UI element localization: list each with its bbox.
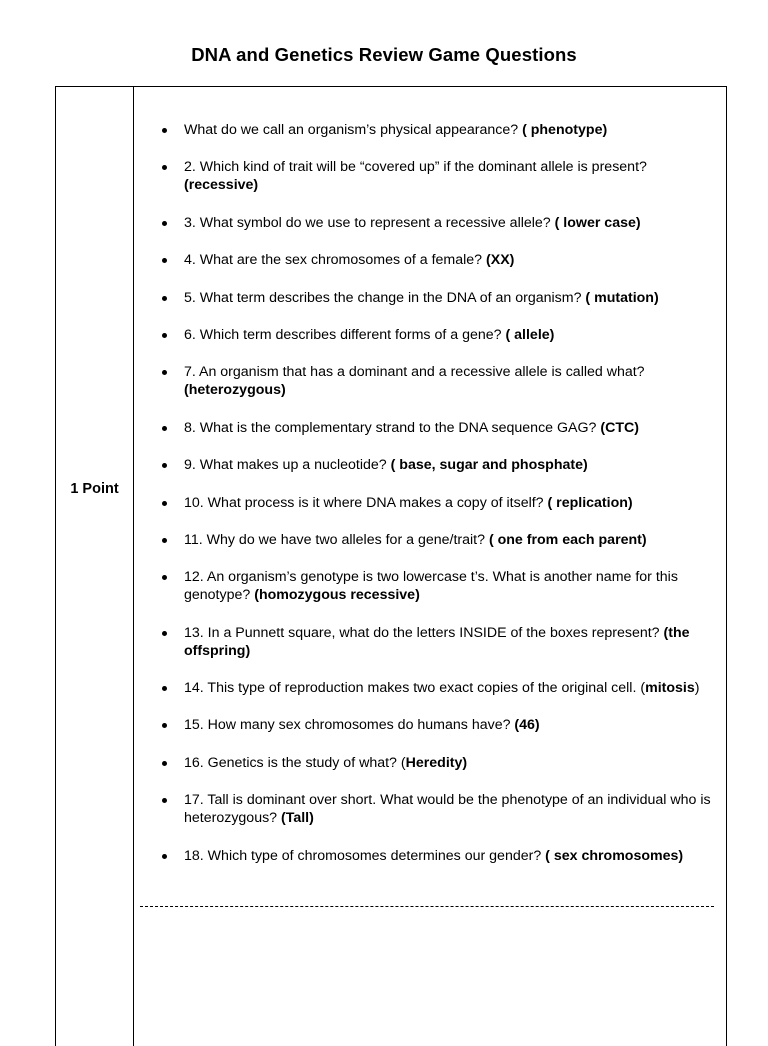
question-item [128,531,718,549]
question-text: 10. What process is it where DNA makes a copy of itself? [184,494,548,511]
question-item [128,326,718,344]
bullet-icon [162,538,167,543]
bullet-icon [162,854,167,859]
bullet-icon [162,370,167,375]
question-text: 18. Which type of chromosomes determines our gender? [184,847,546,864]
answer-text: mitosis [645,680,695,697]
question-item [128,419,718,437]
bullet-icon [162,723,167,728]
answer-text: (recessive) [184,177,259,194]
answer-text: ( replication) [547,494,633,511]
question-item [128,847,718,865]
answer-text: ( lower case) [554,214,641,231]
question-text: 8. What is the complementary strand to the DNA sequence GAG? [184,419,601,436]
question-item [128,121,718,139]
bullet-icon [162,686,167,691]
question-text: 16. Genetics is the study of what? [184,754,401,771]
answer-suffix: ) [694,680,700,697]
question-item [128,791,718,827]
answer-text: (the offspring) [184,624,690,659]
bullet-icon [162,575,167,580]
bullet-icon [162,426,167,431]
question-item [128,363,718,399]
bullet-icon [162,501,167,506]
question-text: 6. Which term describes different forms of a gene? [184,326,506,343]
answer-text: ( one from each parent) [488,531,647,548]
answer-text: ( mutation) [585,289,659,306]
answer-text: (CTC) [600,419,639,436]
document-title: DNA and Genetics Review Game Questions [191,44,577,65]
answer-prefix: ( [640,680,646,697]
answer-text: (XX) [486,252,515,269]
answer-text: (homozygous recessive) [254,587,420,604]
question-item [128,754,718,772]
answer-text: (heterozygous) [184,382,286,399]
question-item [128,624,718,660]
answer-text: ( phenotype) [522,122,608,138]
question-item [128,456,718,474]
bullet-icon [162,798,167,803]
question-item [128,289,718,307]
bullet-icon [162,463,167,468]
answer-text: ( allele) [505,326,555,343]
answer-text: ( base, sugar and phosphate) [390,457,588,474]
question-text: 2. Which kind of trait will be “covered up” if the dominant allele is present? [184,159,647,176]
bullet-icon [162,258,167,263]
question-item [128,679,718,697]
bullet-icon [162,761,167,766]
questions-list [128,121,718,884]
answer-text: ( sex chromosomes) [545,847,684,864]
question-item [128,158,718,194]
points-label: 1 Point [70,481,119,497]
question-text: 3. What symbol do we use to represent a recessive allele? [184,214,555,231]
bullet-icon [162,165,167,170]
bullet-icon [162,631,167,636]
question-item [128,716,718,734]
question-text: 11. Why do we have two alleles for a gene/trait? [184,531,489,548]
bullet-icon [162,128,167,133]
question-text: 12. An organism’s genotype is two lowercase t’s. What is another name for this genotype? [184,569,678,604]
bullet-icon [162,296,167,301]
question-item [128,251,718,269]
question-text: What do we call an organism’s physical appearance? [184,122,523,138]
answer-text: (Tall) [281,810,314,827]
question-text: 4. What are the sex chromosomes of a female? [184,252,487,269]
question-text: 14. This type of reproduction makes two exact copies of the original cell. [184,680,641,697]
bullet-icon [162,221,167,226]
question-item [128,214,718,232]
question-text: 9. What makes up a nucleotide? [184,457,391,474]
answer-text: (46) [514,717,540,734]
question-item [128,494,718,512]
answer-prefix: ( [400,754,406,771]
question-text: 15. How many sex chromosomes do humans have? [184,717,515,734]
question-text: 13. In a Punnett square, what do the letters INSIDE of the boxes represent? [184,624,664,641]
question-text: 7. An organism that has a dominant and a recessive allele is called what? [184,364,645,381]
question-text: 5. What term describes the change in the DNA of an organism? [184,289,586,306]
bullet-icon [162,333,167,338]
answer-text: Heredity) [405,754,468,771]
question-text: 17. Tall is dominant over short. What would be the phenotype of an individual who is heterozygous? [184,792,711,827]
dashed-separator [140,906,714,907]
question-item [128,568,718,604]
